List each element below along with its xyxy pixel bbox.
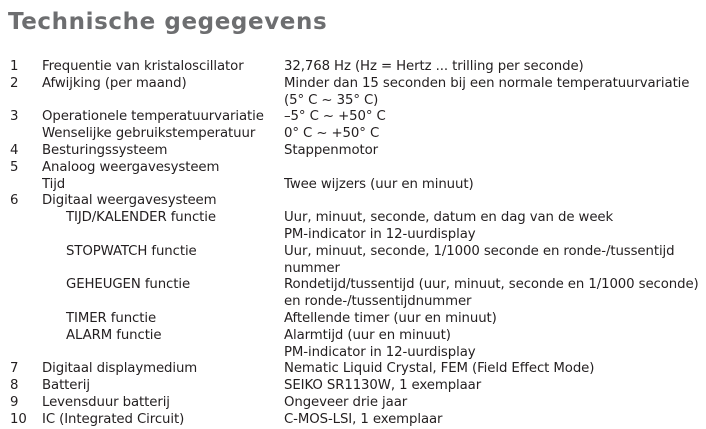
spec-number [0,126,42,143]
spec-label: GEHEUGEN functie [66,277,191,293]
spec-row [0,143,706,160]
spec-value-line: Uur, minuut, seconde, 1/1000 seconde en ronde-/tussentijd [284,243,675,259]
spec-row [0,76,706,110]
spec-value [284,76,706,110]
spec-number [0,210,42,244]
spec-value [284,244,706,278]
spec-value [284,210,706,244]
spec-value-line [284,160,698,177]
spec-row [0,126,706,143]
spec-label: Besturingssysteem [42,142,168,158]
spec-row [0,177,706,194]
spec-number: 9 [10,394,19,410]
spec-value [284,412,706,429]
spec-number: 6 [10,193,19,209]
spec-value-line: Rondetijd/tussentijd (uur, minuut, seconde en 1/1000 seconde) [284,277,699,293]
spec-row [0,361,706,378]
spec-row [0,277,706,311]
spec-number: 5 [10,159,19,175]
spec-value [284,143,706,160]
spec-value [284,109,706,126]
spec-row [0,193,706,210]
spec-value-line: 0° C ~ +50° C [284,126,380,142]
spec-value-line: Minder dan 15 seconden bij een normale temperatuurvariatie [284,75,690,91]
spec-value [284,177,706,194]
spec-row [0,395,706,412]
spec-label: Wenselijke gebruikstemperatuur [42,126,256,142]
spec-label: Operationele temperatuurvariatie [42,109,264,125]
spec-value-line: Stappenmotor [284,142,378,158]
spec-value-line: C-MOS-LSI, 1 exemplaar [284,411,443,427]
spec-row [0,328,706,362]
spec-row [0,412,706,429]
spec-number [0,328,42,362]
spec-value-line: (5° C ~ 35° C) [284,92,379,108]
spec-value [284,277,706,311]
spec-value-line: PM-indicator in 12-uurdisplay [284,344,476,360]
spec-value [284,328,706,362]
spec-row [0,244,706,278]
spec-label: Digitaal displaymedium [42,361,198,377]
spec-value-line: Ongeveer drie jaar [284,394,408,410]
spec-row [0,311,706,328]
spec-label: ALARM functie [66,327,162,343]
spec-number: 10 [10,411,27,427]
spec-number [0,277,42,311]
spec-label: Digitaal weergavesysteem [42,193,217,209]
spec-value-line [284,193,698,210]
spec-value-line: PM-indicator in 12-uurdisplay [284,226,476,242]
spec-value-line: Alarmtijd (uur en minuut) [284,327,451,343]
spec-value [284,126,706,143]
spec-table [0,59,706,429]
spec-row [0,378,706,395]
spec-value-line: nummer [284,260,340,276]
spec-value-line: Aftellende timer (uur en minuut) [284,310,497,326]
spec-label: TIJD/KALENDER functie [66,210,216,226]
spec-number [0,177,42,194]
spec-row [0,59,706,76]
spec-number: 3 [10,109,19,125]
page-title: Technische gegegevens [8,9,328,35]
spec-number: 2 [10,75,19,91]
spec-number: 4 [10,142,19,158]
spec-label: Batterij [42,378,90,394]
spec-row [0,210,706,244]
spec-number: 8 [10,378,19,394]
spec-value-line: Uur, minuut, seconde, datum en dag van de week [284,210,614,226]
spec-row [0,160,706,177]
spec-number: 7 [10,361,19,377]
spec-label: Levensduur batterij [42,394,170,410]
spec-label: IC (Integrated Circuit) [42,411,185,427]
spec-value [284,193,706,210]
spec-value-line: en ronde-/tussentijdnummer [284,294,472,310]
spec-value-line: –5° C ~ +50° C [284,109,386,125]
spec-value-line: Twee wijzers (uur en minuut) [284,176,474,192]
spec-number: 1 [10,59,19,74]
spec-row [0,109,706,126]
spec-label: Analoog weergavesysteem [42,159,220,175]
spec-value [284,395,706,412]
spec-value [284,378,706,395]
spec-value-line: SEIKO SR1130W, 1 exemplaar [284,378,482,394]
spec-value-line: Nematic Liquid Crystal, FEM (Field Effect Mode) [284,361,595,377]
spec-label: TIMER functie [66,310,157,326]
spec-number [0,311,42,328]
spec-label: Tijd [42,176,66,192]
spec-value [284,59,706,76]
spec-value-line: 32,768 Hz (Hz = Hertz ... trilling per seconde) [284,59,584,74]
spec-value [284,361,706,378]
spec-value [284,311,706,328]
spec-label: STOPWATCH functie [66,243,197,259]
spec-label: Afwijking (per maand) [42,75,187,91]
spec-number [0,244,42,278]
spec-label: Frequentie van kristaloscillator [42,59,244,74]
spec-value [284,160,706,177]
